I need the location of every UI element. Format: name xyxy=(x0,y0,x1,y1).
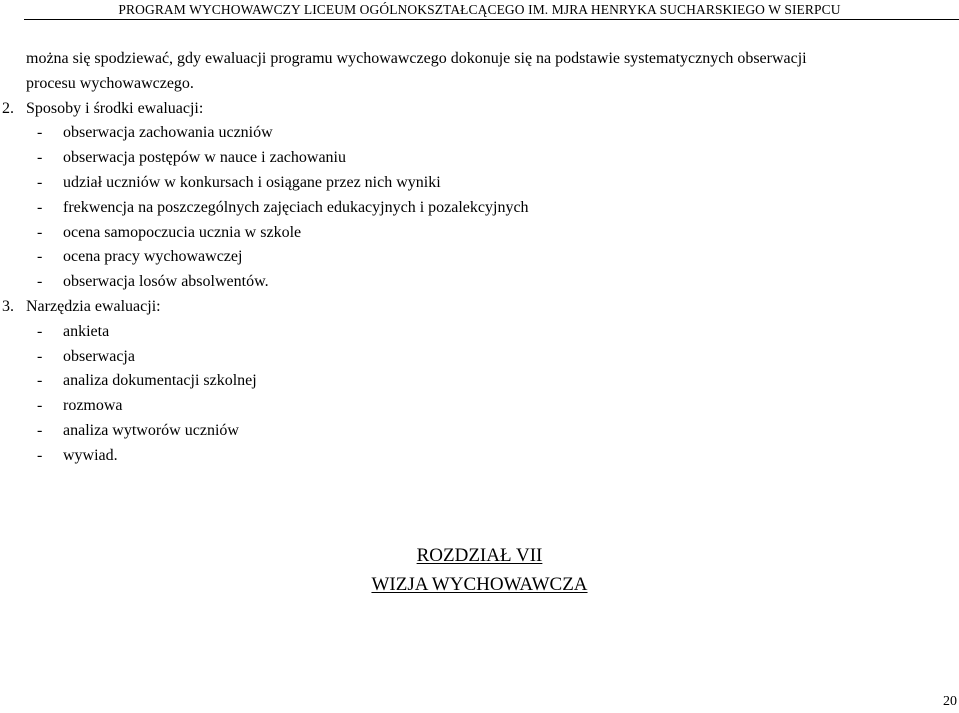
list-item xyxy=(26,345,946,370)
section-2-number: 2. xyxy=(2,99,14,117)
list-dash: - xyxy=(37,198,43,216)
chapter-title xyxy=(0,571,959,599)
list-item xyxy=(26,320,946,345)
chapter-label xyxy=(0,542,959,570)
section-2-heading xyxy=(2,97,946,122)
list-dash: - xyxy=(37,248,43,266)
list-item-text: wywiad. xyxy=(63,446,118,464)
list-item xyxy=(26,444,946,469)
list-item xyxy=(26,146,946,171)
section-3-title: Narzędzia ewaluacji: xyxy=(26,297,161,315)
list-dash: - xyxy=(37,397,43,415)
list-item xyxy=(26,394,946,419)
chapter-label-text: ROZDZIAŁ VII xyxy=(416,545,543,566)
list-item xyxy=(26,369,946,394)
list-item-text: ocena samopoczucia ucznia w szkole xyxy=(63,223,302,241)
list-item xyxy=(26,270,946,295)
list-item-text: obserwacja zachowania uczniów xyxy=(63,124,273,142)
list-dash: - xyxy=(37,372,43,390)
intro-line-1: można się spodziewać, gdy ewaluacji programu wychowawczego dokonuje się na podstawie systematycznych obserwacji xyxy=(26,50,807,67)
list-dash: - xyxy=(37,347,43,365)
list-dash: - xyxy=(37,421,43,439)
section-3-heading xyxy=(2,295,946,320)
list-item-text: rozmowa xyxy=(63,397,123,415)
section-3-number: 3. xyxy=(2,297,14,315)
list-dash: - xyxy=(37,124,43,142)
list-item-text: udział uczniów w konkursach i osiągane przez nich wyniki xyxy=(63,173,441,191)
list-item xyxy=(26,121,946,146)
list-item xyxy=(26,196,946,221)
list-item-text: obserwacja postępów w nauce i zachowaniu xyxy=(63,149,346,167)
list-item-text: frekwencja na poszczególnych zajęciach edukacyjnych i pozalekcyjnych xyxy=(63,198,529,216)
list-item-text: obserwacja xyxy=(63,347,135,365)
list-dash: - xyxy=(37,273,43,291)
list-item-text: analiza wytworów uczniów xyxy=(63,421,239,439)
list-dash: - xyxy=(37,322,43,340)
list-item xyxy=(26,171,946,196)
list-item-text: obserwacja losów absolwentów. xyxy=(63,273,269,291)
list-dash: - xyxy=(37,173,43,191)
running-header: PROGRAM WYCHOWAWCZY LICEUM OGÓLNOKSZTAŁCĄCEGO IM. MJRA HENRYKA SUCHARSKIEGO W SIERPCU xyxy=(118,2,841,17)
list-dash: - xyxy=(37,446,43,464)
header-rule xyxy=(24,19,959,20)
intro-line-2: procesu wychowawczego. xyxy=(26,74,194,92)
list-item-text: ocena pracy wychowawczej xyxy=(63,248,243,266)
page-number: 20 xyxy=(943,694,957,709)
document-body xyxy=(2,47,946,469)
list-item-text: ankieta xyxy=(63,322,110,340)
list-item-text: analiza dokumentacji szkolnej xyxy=(63,372,257,390)
list-dash: - xyxy=(37,149,43,167)
list-dash: - xyxy=(37,223,43,241)
list-item xyxy=(26,221,946,246)
chapter-title-text: WIZJA WYCHOWAWCZA xyxy=(371,574,588,595)
list-item xyxy=(26,419,946,444)
section-2-title: Sposoby i środki ewaluacji: xyxy=(26,99,204,117)
list-item xyxy=(26,245,946,270)
